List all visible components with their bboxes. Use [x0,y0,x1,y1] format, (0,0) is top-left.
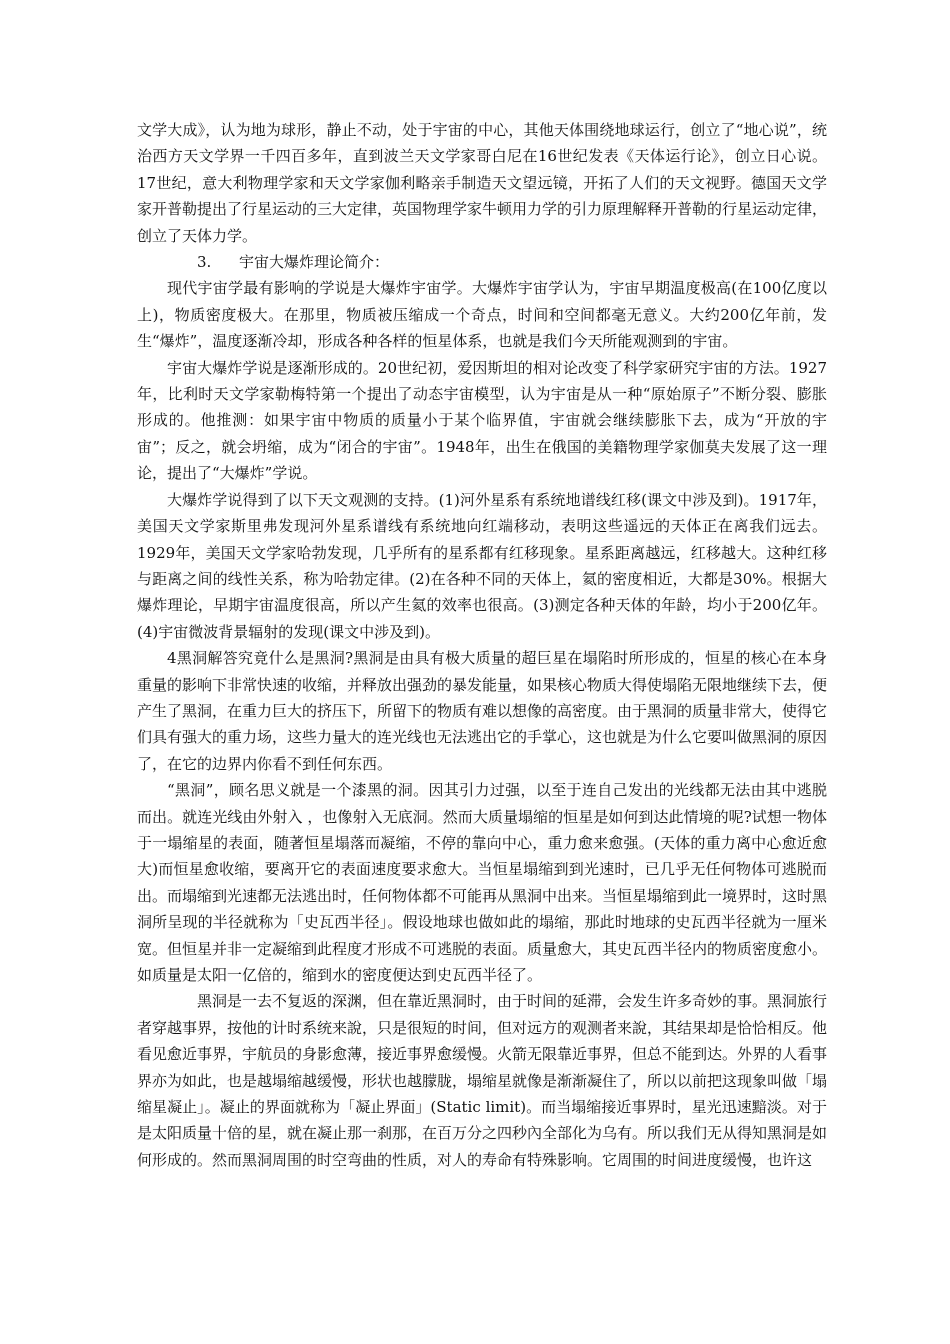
paragraph-geocentric: 文学大成》，认为地为球形，静止不动，处于宇宙的中心，其他天体围绕地球运行，创立了“地心说”，统治西方天文学界一千四百多年，直到波兰天文学家哥白尼在16世纪发表《天体运行论》，创立日心说。17世纪，意大利物理学家和天文学家伽利略亲手制造天文望远镜，开拓了人们的天文视野。德国天文学家开普勒提出了行星运动的三大定律，英国物理学家牛顿用力学的引力原理解释开普勒的行星运动定律，创立了天体力学。 [137,121,828,245]
paragraph-black-hole-definition: 4黑洞解答究竟什么是黑洞?黑洞是由具有极大质量的超巨星在塌陷时所形成的，恒星的核心在本身重量的影响下非常快速的收缩，并释放出强劲的暴发能量，如果核心物质大得使塌陷无限地继续下去，便产生了黑洞，在重力巨大的挤压下，所留下的物质有难以想像的高密度。由于黑洞的质量非常大，使得它们具有强大的重力场，这些力量大的连光线也无法逃出它的手掌心，这也就是为什么它要叫做黑洞的原因了，在它的边界内你看不到任何东西。 [137,649,828,773]
section-heading [137,249,827,275]
section-title: 宇宙大爆炸理论简介： [239,253,390,272]
paragraph-black-hole-name: “黑洞”，顾名思义就是一个漆黑的洞。因其引力过强，以至于连自己发出的光线都无法由其中逃脱而出。就连光线由外射入 ，也像射入无底洞。然而大质量塌缩的恒星是如何到达此情境的呢?试想一物体于一塌缩星的表面，随著恒星塌落而凝缩，不停的靠向中心，重力愈来愈强。(天体的重力离中心愈近愈大)而恒星愈收缩，要离开它的表面速度要求愈大。当恒星塌缩到到光速时，已几乎无任何物体可逃脱而出。而塌缩到光速都无法逃出时，任何物体都不可能再从黑洞中出来。当恒星塌缩到此一境界时，这时黑洞所呈现的半径就称为「史瓦西半径」。假设地球也做如此的塌缩，那此时地球的史瓦西半径就为一厘米宽。但恒星并非一定凝缩到此程度才形成不可逃脱的表面。质量愈大，其史瓦西半径内的物质密度愈小。如质量是太阳一亿倍的，缩到水的密度便达到史瓦西半径了。 [137,781,828,984]
section-number: 3. [197,253,212,272]
paragraph-black-hole-time: 黑洞是一去不复返的深渊，但在靠近黑洞时，由于时间的延滞，会发生许多奇妙的事。黑洞旅行者穿越事界，按他的计时系统来說，只是很短的时间，但对远方的观测者来說，其结果却是恰恰相反。他看见愈近事界，宇航员的身影愈薄，接近事界愈缓慢。火箭无限靠近事界，但总不能到达。外界的人看事界亦为如此，也是越塌缩越缓慢，形状也越朦胧，塌缩星就像是渐渐凝住了，所以以前把这现象叫做「塌缩星凝止」。凝止的界面就称为「凝止界面」(Static limit)。而当塌缩接近事界时，星光迅速黯淡。对于是太阳质量十倍的星，就在凝止那一刹那，在百万分之四秒內全部化为乌有。所以我们无从得知黑洞是如何形成的。然而黑洞周围的时空弯曲的性质，对人的寿命有特殊影响。它周围的时间进度缓慢，也许这 [137,992,828,1169]
paragraph-big-bang-history: 宇宙大爆炸学说是逐渐形成的。20世纪初，爱因斯坦的相对论改变了科学家研究宇宙的方法。1927年，比利时天文学家勒梅特第一个提出了动态宇宙模型，认为宇宙是从一种“原始原子”不断分裂、膨胀形成的。他推测：如果宇宙中物质的质量小于某个临界值，宇宙就会继续膨胀下去，成为“开放的宇宙”；反之，就会坍缩，成为“闭合的宇宙”。1948年，出生在俄国的美籍物理学家伽莫夫发展了这一理论，提出了“大爆炸”学说。 [137,358,827,483]
paragraph-observations: 大爆炸学说得到了以下天文观测的支持。(1)河外星系有系统地谱线红移(课文中涉及到)。1917年，美国天文学家斯里弗发现河外星系谱线有系统地向红端移动，表明这些遥远的天体正在离我们远去。1929年，美国天文学家哈勃发现，几乎所有的星系都有红移现象。星系距离越远，红移越大。这种红移与距离之间的线性关系，称为哈勃定律。(2)在各种不同的天体上，氦的密度相近，大都是30%。根据大爆炸理论，早期宇宙温度很高，所以产生氦的效率也很高。(3)测定各种天体的年龄，均小于200亿年。(4)宇宙微波背景辐射的发现(课文中涉及到)。 [137,490,827,641]
paragraph-big-bang-intro: 现代宇宙学最有影响的学说是大爆炸宇宙学。大爆炸宇宙学认为，宇宙早期温度极高(在100亿度以上)，物质密度极大。在那里，物质被压缩成一个奇点，时间和空间都毫无意义。大约200亿年前，发生“爆炸”，温度逐渐冷却，形成各种各样的恒星体系，也就是我们今天所能观测到的宇宙。 [137,279,827,351]
document-body [137,117,827,1173]
